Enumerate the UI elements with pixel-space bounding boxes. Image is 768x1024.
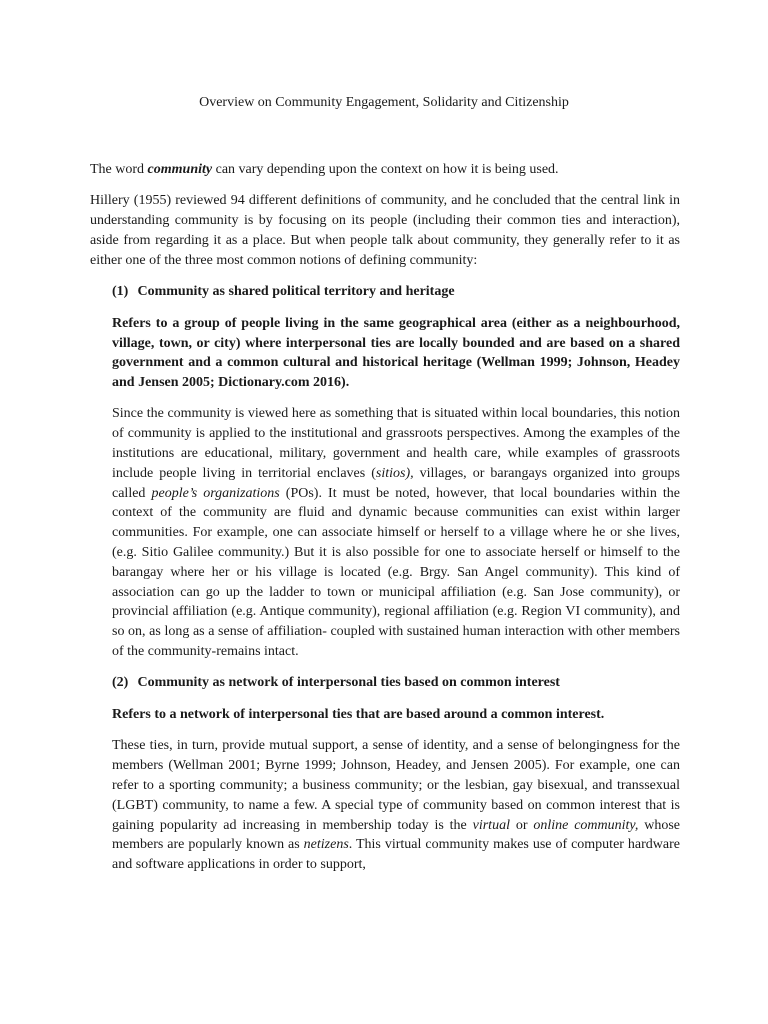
section1-body-b: villages, or barangays organized into groups called [112, 465, 680, 501]
section2-heading [112, 673, 680, 693]
section1-body-c: (POs). It must be noted, however, that local boundaries within the context of the community are fluid and dynamic because communities can exist within larger communities. For example, one can associate himself or herself to a village where he or she lives, (e.g. Sitio Galilee community.) But it is also possible for one to associate herself or himself to the barangay where her or his village is located (e.g. Brgy. San Angel community). This kind of association can go up the ladder to town or municipal affiliation (e.g. San Jose community), or provincial affiliation (e.g. Antique community), regional affiliation (e.g. Region VI community), and so on, as long as a sense of affiliation- coupled with sustained human interaction with other members of the community-remains intact. [112, 485, 681, 660]
section2-or: or [509, 817, 534, 833]
document-title: Overview on Community Engagement, Solidarity and Citizenship [199, 95, 569, 110]
section1-number: (1) [112, 283, 129, 299]
section1-heading-text: Community as shared political territory and heritage [137, 283, 455, 299]
section2-definition: Refers to a network of interpersonal ties that are based around a common interest. [112, 707, 605, 723]
section2-heading-text: Community as network of interpersonal ties based on common interest [137, 675, 560, 691]
document-body [90, 160, 680, 887]
section2-body-b: whose members are popularly known as [112, 817, 680, 853]
intro-paragraph [90, 160, 680, 180]
section1-definition: Refers to a group of people living in the same geographical area (either as a neighbourhood, village, town, or city) where interpersonal ties are locally bounded and are based on a shared government and a common cultural and historical heritage (Wellman 1999; Johnson, Headey and Jensen 2005; Dictionary.com 2016). [112, 315, 680, 391]
section2-netizens: netizens [303, 837, 349, 853]
section2-body [112, 736, 680, 875]
section2-body-c: . This virtual community makes use of computer hardware and software applications in order to support, [112, 837, 680, 873]
section1-sitios: sitios), [375, 465, 414, 481]
section1-body [112, 404, 680, 661]
intro-emphasis: community [147, 162, 213, 177]
section1-body-a: Since the community is viewed here as something that is situated within local boundaries, this notion of community is applied to the institutional and grassroots perspectives. Among the examples of the institutions are educational, military, government and health care, while examples of grassroots include people living in territorial enclaves ( [112, 406, 680, 481]
section2-virtual: virtual [472, 817, 510, 833]
section1-heading [112, 282, 680, 302]
section1-pos: people’s organizations [151, 485, 280, 501]
intro-after: can vary depending upon the context on how it is being used. [212, 162, 559, 177]
hillery-paragraph: Hillery (1955) reviewed 94 different definitions of community, and he concluded that the central link in understanding community is by focusing on its people (including their common ties and interaction), aside from regarding it as a place. But when people talk about community, they generally refer to it as either one of the three most common notions of defining community: [90, 193, 680, 268]
section2-number: (2) [112, 675, 129, 691]
intro-before: The word [90, 162, 148, 177]
section2-body-a: These ties, in turn, provide mutual support, a sense of identity, and a sense of belongingness for the members (Wellman 2001; Byrne 1999; Johnson, Headey, and Jensen 2005). For example, one can refer to a sporting community; a business community; or the lesbian, gay bisexual, and transsexual (LGBT) community, to name a few. A special type of community based on common interest that is gaining popularity ad increasing in membership today is the [112, 738, 680, 833]
section2-online: online community, [533, 817, 639, 833]
